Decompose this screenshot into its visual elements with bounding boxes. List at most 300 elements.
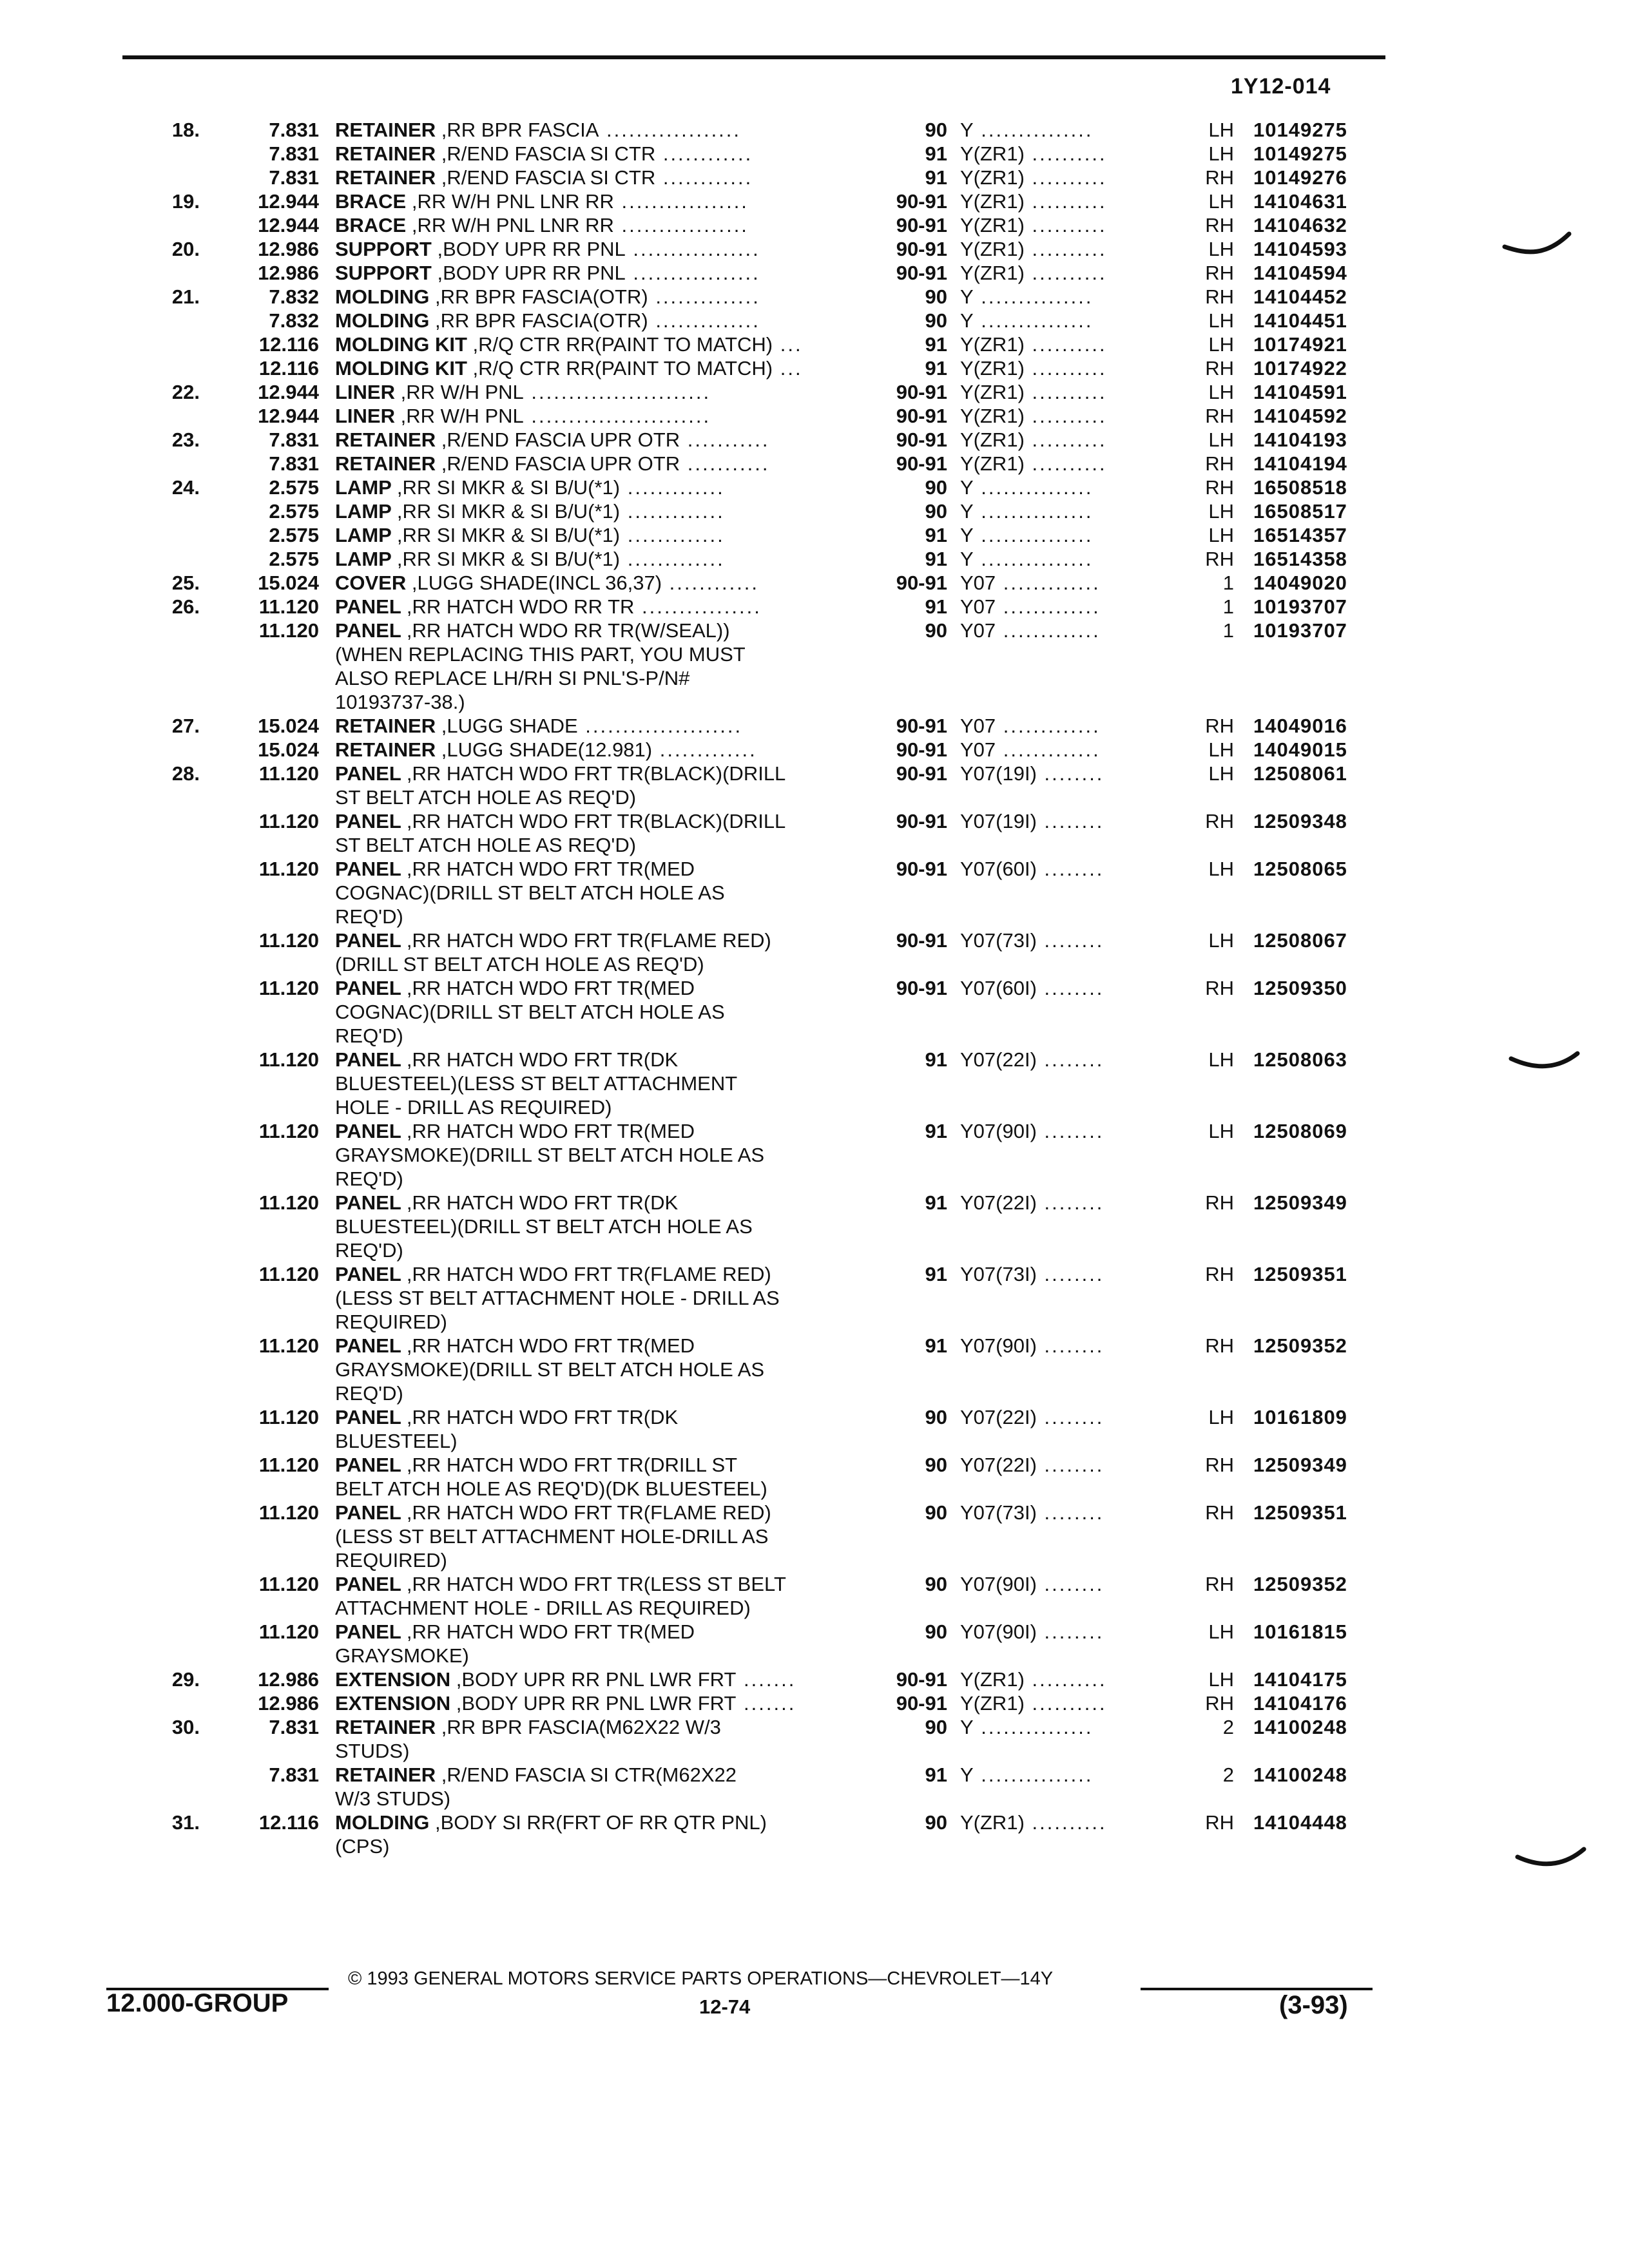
part-description (335, 452, 851, 476)
quantity-or-side: RH (1205, 1454, 1234, 1476)
reference-number: 31. (171, 1811, 200, 1834)
part-noun: MOLDING KIT (335, 357, 473, 380)
part-description (335, 1405, 851, 1453)
model-code (960, 1453, 1192, 1477)
model-year: 90 (925, 1501, 947, 1524)
model-code (960, 1691, 1192, 1715)
group-number: 11.120 (258, 1263, 319, 1285)
description-line: ST BELT ATCH HOLE AS REQ'D) (335, 834, 637, 856)
part-modifier: ,RR HATCH WDO FRT TR(MED (406, 1334, 695, 1357)
part-noun: PANEL (335, 1120, 407, 1142)
model-code (960, 523, 1192, 547)
parts-row (0, 1048, 1629, 1119)
description-line (335, 619, 851, 642)
quantity-or-side: 2 (1222, 1716, 1234, 1738)
leader-dots: ........ (1036, 977, 1104, 999)
parts-row (0, 1453, 1629, 1501)
model-year: 90-91 (896, 738, 947, 761)
description-line (335, 1119, 851, 1143)
model-code (960, 1119, 1192, 1143)
model-year: 91 (925, 357, 947, 380)
group-number: 11.120 (258, 1048, 319, 1071)
parts-row (0, 1620, 1629, 1667)
model-code-text: Y07 (960, 572, 996, 594)
group-number: 11.120 (258, 1120, 319, 1142)
part-noun: RETAINER (335, 1716, 441, 1738)
quantity-or-side: LH (1208, 1406, 1234, 1428)
model-year: 90-91 (896, 1692, 947, 1715)
part-modifier: ,RR HATCH WDO FRT TR(BLACK)(DRILL (406, 762, 786, 785)
reference-number: 19. (171, 190, 200, 213)
model-code (960, 237, 1192, 261)
group-number: 2.575 (269, 524, 319, 546)
model-code (960, 1334, 1192, 1358)
part-noun: PANEL (335, 929, 407, 952)
part-modifier: ,R/END FASCIA UPR OTR (441, 452, 680, 475)
part-noun: PANEL (335, 595, 407, 618)
parts-row (0, 1715, 1629, 1763)
part-noun: PANEL (335, 762, 407, 785)
part-number: 12508065 (1253, 858, 1347, 880)
model-year: 90 (925, 1716, 947, 1738)
description-line (335, 499, 851, 523)
part-number: 12509352 (1253, 1334, 1347, 1357)
model-code-text: Y07(73I) (960, 1263, 1037, 1285)
model-code-text: Y07(73I) (960, 1501, 1037, 1524)
quantity-or-side: RH (1205, 405, 1234, 427)
leader-dots: ............... (973, 285, 1094, 308)
model-code-text: Y (960, 524, 974, 546)
part-number: 12509349 (1253, 1454, 1347, 1476)
quantity-or-side: RH (1205, 977, 1234, 999)
part-number: 14104592 (1253, 405, 1347, 427)
parts-row (0, 976, 1629, 1048)
model-year: 91 (925, 1763, 947, 1786)
leader-dots: .......... (1024, 452, 1107, 475)
model-code (960, 1763, 1192, 1787)
description-line (335, 1620, 851, 1644)
reference-number: 30. (171, 1716, 200, 1738)
group-number: 7.831 (269, 428, 319, 451)
part-modifier: ,RR HATCH WDO FRT TR(DK (406, 1406, 679, 1428)
model-year: 91 (925, 1120, 947, 1142)
model-year: 90-91 (896, 858, 947, 880)
part-description (335, 332, 851, 356)
part-description (335, 928, 851, 976)
quantity-or-side: RH (1205, 810, 1234, 832)
part-number: 14104194 (1253, 452, 1347, 475)
description-line: (LESS ST BELT ATTACHMENT HOLE-DRILL AS (335, 1525, 769, 1548)
description-line (335, 1667, 851, 1691)
parts-row (0, 857, 1629, 928)
model-code (960, 809, 1192, 833)
part-number: 10161815 (1253, 1620, 1347, 1643)
model-year: 90-91 (896, 572, 947, 594)
part-number: 10149276 (1253, 166, 1347, 189)
part-description (335, 309, 851, 332)
description-line (335, 1334, 851, 1358)
model-code-text: Y (960, 309, 974, 332)
leader-dots: .......... (1024, 1811, 1107, 1834)
part-modifier: ,RR BPR FASCIA (441, 119, 599, 141)
description-line: GRAYSMOKE) (335, 1644, 469, 1667)
part-description (335, 237, 851, 261)
leader-dots: ........ (1036, 1263, 1104, 1285)
quantity-or-side: 1 (1222, 572, 1234, 594)
model-code (960, 1405, 1192, 1429)
parts-row (0, 452, 1629, 476)
part-modifier: ,RR SI MKR & SI B/U(*1) (396, 500, 621, 523)
parts-row (0, 189, 1629, 213)
check-mark-icon (1501, 229, 1579, 267)
model-code (960, 1811, 1192, 1834)
leader-dots: ........ (1036, 1048, 1104, 1071)
quantity-or-side: LH (1208, 738, 1234, 761)
group-number: 12.986 (258, 262, 319, 284)
part-noun: EXTENSION (335, 1692, 456, 1715)
part-modifier: ,RR W/H PNL LNR RR (411, 214, 614, 236)
leader-dots: ............. (652, 738, 757, 761)
parts-row (0, 762, 1629, 809)
part-number: 12509350 (1253, 977, 1347, 999)
quantity-or-side: LH (1208, 309, 1234, 332)
model-code (960, 499, 1192, 523)
reference-number: 29. (171, 1668, 200, 1691)
part-description (335, 285, 851, 309)
model-code (960, 547, 1192, 571)
model-year: 90 (925, 309, 947, 332)
description-line (335, 118, 851, 142)
quantity-or-side: RH (1205, 285, 1234, 308)
part-modifier: ,R/END FASCIA SI CTR (441, 142, 656, 165)
part-modifier: ,LUGG SHADE (441, 715, 578, 737)
reference-number: 25. (171, 572, 200, 594)
description-line (335, 309, 851, 332)
parts-row (0, 571, 1629, 595)
part-number: 12509351 (1253, 1263, 1347, 1285)
leader-dots: ........ (1036, 858, 1104, 880)
leader-dots: ................. (625, 262, 760, 284)
quantity-or-side: LH (1208, 142, 1234, 165)
part-noun: LINER (335, 381, 401, 403)
description-line: (DRILL ST BELT ATCH HOLE AS REQ'D) (335, 953, 704, 975)
part-noun: RETAINER (335, 166, 441, 189)
parts-row (0, 619, 1629, 714)
model-year: 90-91 (896, 1668, 947, 1691)
check-mark-icon (1508, 1047, 1585, 1086)
model-code-text: Y (960, 285, 974, 308)
group-number: 7.831 (269, 119, 319, 141)
group-number: 15.024 (258, 572, 319, 594)
reference-number: 24. (171, 476, 200, 499)
part-noun: MOLDING KIT (335, 333, 473, 356)
part-description (335, 1453, 851, 1501)
leader-dots: ............... (973, 1716, 1094, 1738)
part-number: 14104452 (1253, 285, 1347, 308)
model-code (960, 1572, 1192, 1596)
quantity-or-side: RH (1205, 1811, 1234, 1834)
part-modifier: ,RR HATCH WDO FRT TR(BLACK)(DRILL (406, 810, 786, 832)
model-code-text: Y(ZR1) (960, 1668, 1025, 1691)
quantity-or-side: LH (1208, 119, 1234, 141)
part-description (335, 738, 851, 762)
leader-dots: ............... (973, 309, 1094, 332)
model-code (960, 857, 1192, 881)
parts-row (0, 1501, 1629, 1572)
description-line: BLUESTEEL)(DRILL ST BELT ATCH HOLE AS (335, 1215, 753, 1238)
part-modifier: ,RR HATCH WDO FRT TR(DK (406, 1048, 679, 1071)
model-code-text: Y07 (960, 619, 996, 642)
leader-dots: .......... (1024, 405, 1107, 427)
description-line (335, 928, 851, 952)
part-modifier: ,BODY UPR RR PNL LWR FRT (456, 1692, 737, 1715)
parts-row (0, 547, 1629, 571)
group-number: 2.575 (269, 500, 319, 523)
model-year: 90-91 (896, 405, 947, 427)
part-noun: RETAINER (335, 738, 441, 761)
part-noun: RETAINER (335, 715, 441, 737)
description-line (335, 1501, 851, 1524)
parts-row (0, 595, 1629, 619)
leader-dots: ............. (996, 619, 1101, 642)
description-line (335, 356, 851, 380)
model-code (960, 452, 1192, 476)
leader-dots: ................. (613, 190, 749, 213)
leader-dots: ........ (1036, 1120, 1104, 1142)
part-noun: COVER (335, 572, 412, 594)
part-modifier: ,RR W/H PNL LNR RR (411, 190, 614, 213)
leader-dots: .......... (1024, 142, 1107, 165)
description-line (335, 213, 851, 237)
part-noun: SUPPORT (335, 238, 438, 260)
leader-dots: .......... (1024, 238, 1107, 260)
model-code (960, 380, 1192, 404)
part-modifier: ,R/END FASCIA UPR OTR (441, 428, 680, 451)
part-modifier: ,RR BPR FASCIA(M62X22 W/3 (441, 1716, 721, 1738)
description-line (335, 857, 851, 881)
parts-row (0, 476, 1629, 499)
leader-dots: ........ (1036, 1191, 1104, 1214)
part-noun: PANEL (335, 1501, 407, 1524)
parts-row (0, 714, 1629, 738)
parts-row (0, 428, 1629, 452)
quantity-or-side: LH (1208, 238, 1234, 260)
group-number: 11.120 (258, 1191, 319, 1214)
part-noun: LAMP (335, 500, 397, 523)
part-modifier: ,LUGG SHADE(INCL 36,37) (411, 572, 662, 594)
part-description (335, 1667, 851, 1691)
description-line: ALSO REPLACE LH/RH SI PNL'S-P/N# (335, 667, 690, 689)
part-modifier: ,RR HATCH WDO RR TR(W/SEAL)) (406, 619, 730, 642)
description-line: (LESS ST BELT ATTACHMENT HOLE - DRILL AS (335, 1287, 780, 1309)
description-line (335, 809, 851, 833)
model-code (960, 356, 1192, 380)
model-code (960, 428, 1192, 452)
model-code (960, 404, 1192, 428)
model-code-text: Y (960, 119, 974, 141)
part-description (335, 356, 851, 380)
part-description (335, 1763, 851, 1811)
part-modifier: ,RR BPR FASCIA(OTR) (435, 285, 648, 308)
model-code (960, 309, 1192, 332)
leader-dots: ............ (662, 572, 760, 594)
description-line (335, 1572, 851, 1596)
part-modifier: ,LUGG SHADE(12.981) (441, 738, 653, 761)
part-number: 16514357 (1253, 524, 1347, 546)
model-code-text: Y07(19I) (960, 762, 1037, 785)
part-description (335, 1191, 851, 1262)
leader-dots: ... (773, 357, 803, 380)
model-year: 90-91 (896, 715, 947, 737)
part-number: 14049020 (1253, 572, 1347, 594)
part-description (335, 499, 851, 523)
leader-dots: ............... (973, 119, 1094, 141)
parts-row (0, 809, 1629, 857)
description-line (335, 476, 851, 499)
model-year: 90 (925, 1573, 947, 1595)
group-number: 7.831 (269, 452, 319, 475)
model-code-text: Y(ZR1) (960, 262, 1025, 284)
description-line (335, 1811, 851, 1834)
group-number: 11.120 (258, 858, 319, 880)
group-number: 7.832 (269, 285, 319, 308)
group-number: 11.120 (258, 762, 319, 785)
part-modifier: ,RR SI MKR & SI B/U(*1) (396, 548, 621, 570)
leader-dots: ............. (620, 524, 725, 546)
quantity-or-side: LH (1208, 190, 1234, 213)
part-description (335, 213, 851, 237)
part-description (335, 547, 851, 571)
parts-row (0, 404, 1629, 428)
quantity-or-side: RH (1205, 1263, 1234, 1285)
model-year: 90-91 (896, 762, 947, 785)
model-code-text: Y07(90I) (960, 1334, 1037, 1357)
model-code (960, 571, 1192, 595)
model-code (960, 1262, 1192, 1286)
model-code (960, 1715, 1192, 1739)
part-noun: BRACE (335, 190, 412, 213)
quantity-or-side: LH (1208, 1120, 1234, 1142)
model-code (960, 476, 1192, 499)
reference-number: 26. (171, 595, 200, 618)
group-number: 11.120 (258, 810, 319, 832)
model-code (960, 762, 1192, 785)
group-number: 11.120 (258, 1573, 319, 1595)
parts-row (0, 285, 1629, 309)
part-description (335, 118, 851, 142)
part-noun: LAMP (335, 524, 397, 546)
part-number: 16508517 (1253, 500, 1347, 523)
quantity-or-side: RH (1205, 1334, 1234, 1357)
leader-dots: ........ (1036, 1573, 1104, 1595)
model-code (960, 1667, 1192, 1691)
description-line: ATTACHMENT HOLE - DRILL AS REQUIRED) (335, 1597, 751, 1619)
part-description (335, 809, 851, 857)
part-noun: PANEL (335, 1406, 407, 1428)
group-number: 11.120 (258, 595, 319, 618)
group-number: 11.120 (258, 977, 319, 999)
group-number: 12.944 (258, 381, 319, 403)
part-number: 12508063 (1253, 1048, 1347, 1071)
model-year: 90-91 (896, 929, 947, 952)
footer-group: 12.000-GROUP (106, 1989, 289, 2017)
model-code (960, 1048, 1192, 1072)
part-noun: LAMP (335, 476, 397, 499)
group-number: 15.024 (258, 738, 319, 761)
model-code (960, 619, 1192, 642)
leader-dots: ............... (973, 500, 1094, 523)
quantity-or-side: RH (1205, 715, 1234, 737)
quantity-or-side: RH (1205, 452, 1234, 475)
description-line (335, 237, 851, 261)
description-line (335, 571, 851, 595)
part-noun: PANEL (335, 1334, 407, 1357)
parts-row (0, 1405, 1629, 1453)
part-noun: PANEL (335, 1191, 407, 1214)
leader-dots: ........................ (523, 381, 711, 403)
description-line: COGNAC)(DRILL ST BELT ATCH HOLE AS (335, 881, 725, 904)
model-code-text: Y (960, 1763, 974, 1786)
model-code-text: Y07(22I) (960, 1048, 1037, 1071)
quantity-or-side: RH (1205, 1191, 1234, 1214)
model-code (960, 714, 1192, 738)
part-modifier: ,RR HATCH WDO FRT TR(FLAME RED) (406, 929, 771, 952)
quantity-or-side: LH (1208, 524, 1234, 546)
model-code-text: Y(ZR1) (960, 166, 1025, 189)
part-description (335, 619, 851, 714)
part-noun: PANEL (335, 1573, 407, 1595)
part-modifier: ,RR BPR FASCIA(OTR) (435, 309, 648, 332)
description-line: REQ'D) (335, 1024, 403, 1047)
group-number: 11.120 (258, 619, 319, 642)
model-year: 90 (925, 476, 947, 499)
description-line: ST BELT ATCH HOLE AS REQ'D) (335, 786, 637, 809)
part-description (335, 1501, 851, 1572)
description-line (335, 762, 851, 785)
parts-row (0, 356, 1629, 380)
model-code-text: Y(ZR1) (960, 142, 1025, 165)
part-number: 14104451 (1253, 309, 1347, 332)
group-number: 12.986 (258, 1692, 319, 1715)
group-number: 15.024 (258, 715, 319, 737)
part-number: 14049016 (1253, 715, 1347, 737)
group-number: 12.944 (258, 190, 319, 213)
quantity-or-side: RH (1205, 548, 1234, 570)
quantity-or-side: RH (1205, 1692, 1234, 1715)
part-noun: MOLDING (335, 1811, 435, 1834)
part-number: 12509351 (1253, 1501, 1347, 1524)
parts-row (0, 1763, 1629, 1811)
leader-dots: .................. (599, 119, 742, 141)
parts-row (0, 1334, 1629, 1405)
part-noun: BRACE (335, 214, 412, 236)
part-description (335, 261, 851, 285)
part-noun: EXTENSION (335, 1668, 456, 1691)
model-code-text: Y (960, 548, 974, 570)
part-modifier: ,RR HATCH WDO RR TR (406, 595, 635, 618)
leader-dots: .............. (648, 309, 760, 332)
description-line: REQ'D) (335, 1168, 403, 1190)
quantity-or-side: RH (1205, 166, 1234, 189)
leader-dots: ........................ (523, 405, 711, 427)
parts-row (0, 380, 1629, 404)
part-description (335, 189, 851, 213)
part-number: 12508067 (1253, 929, 1347, 952)
parts-row (0, 1262, 1629, 1334)
leader-dots: ........ (1036, 1334, 1104, 1357)
part-noun: LAMP (335, 548, 397, 570)
description-line: STUDS) (335, 1740, 410, 1762)
